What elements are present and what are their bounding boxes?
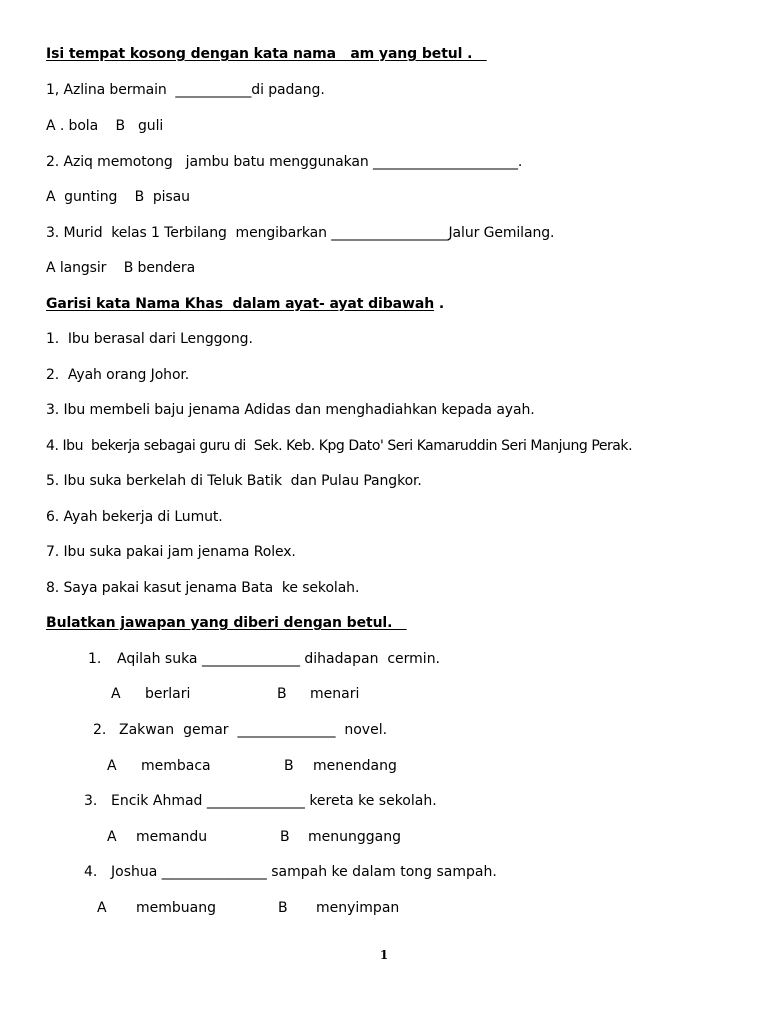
section2-item-5: 5. Ibu suka berkelah di Teluk Batik dan Pulau Pangkor. xyxy=(46,473,422,489)
section3-item-1-number: 1. xyxy=(88,651,102,667)
section3-item-3-question: Encik Ahmad ______________ kereta ke sekolah. xyxy=(111,793,437,809)
section3-item-1-option-b: menari xyxy=(310,686,360,702)
section3-item-3-option-b-letter: B xyxy=(280,829,290,845)
section3-item-4-question: Joshua _______________ sampah ke dalam tong sampah. xyxy=(111,864,497,880)
section3-item-3-option-a-letter: A xyxy=(107,829,117,845)
section1-heading: Isi tempat kosong dengan kata nama am yang betul . xyxy=(46,46,487,62)
section3-item-4-option-a: membuang xyxy=(136,900,216,916)
section1-question-3: 3. Murid kelas 1 Terbilang mengibarkan _________________Jalur Gemilang. xyxy=(46,225,555,241)
section3-item-4-option-b-letter: B xyxy=(278,900,288,916)
section2-heading-line xyxy=(46,295,444,313)
section3-item-3-option-a: memandu xyxy=(136,829,208,845)
section3-item-3-number: 3. xyxy=(84,793,98,809)
section2-item-4: 4. Ibu bekerja sebagai guru di Sek. Keb. Kpg Dato' Seri Kamaruddin Seri Manjung Perak. xyxy=(46,438,633,454)
section3-item-4-option-b: menyimpan xyxy=(316,900,400,916)
section2-item-7: 7. Ibu suka pakai jam jenama Rolex. xyxy=(46,544,296,560)
page-number: 1 xyxy=(379,948,389,962)
section3-item-2-option-b: menendang xyxy=(313,758,397,774)
section3-item-2-option-a: membaca xyxy=(141,758,211,774)
section1-options-3: A langsir B bendera xyxy=(46,260,196,276)
section3-item-2-option-b-letter: B xyxy=(284,758,294,774)
section1-question-1: 1, Azlina bermain ___________di padang. xyxy=(46,82,325,98)
section3-item-1-option-a-letter: A xyxy=(111,686,121,702)
section3-item-1-question: Aqilah suka ______________ dihadapan cermin. xyxy=(117,651,441,667)
section2-item-2: 2. Ayah orang Johor. xyxy=(46,367,190,383)
section3-item-2-option-a-letter: A xyxy=(107,758,117,774)
section3-item-1-option-a: berlari xyxy=(145,686,191,702)
section1-options-2: A gunting B pisau xyxy=(46,189,190,205)
section2-item-3: 3. Ibu membeli baju jenama Adidas dan menghadiahkan kepada ayah. xyxy=(46,402,535,418)
section2-item-1: 1. Ibu berasal dari Lenggong. xyxy=(46,331,253,347)
section3-item-4-option-a-letter: A xyxy=(97,900,107,916)
section3-item-3-option-b: menunggang xyxy=(308,829,401,845)
section3-heading: Bulatkan jawapan yang diberi dengan betul. xyxy=(46,615,407,631)
section3-item-4-number: 4. xyxy=(84,864,98,880)
section2-item-8: 8. Saya pakai kasut jenama Bata ke sekolah. xyxy=(46,580,360,596)
section2-heading-tail: . xyxy=(434,296,445,312)
section3-item-1-option-b-letter: B xyxy=(277,686,287,702)
section3-item-2-question: Zakwan gemar ______________ novel. xyxy=(119,722,388,738)
section1-options-1: A . bola B guli xyxy=(46,118,164,134)
section2-item-6: 6. Ayah bekerja di Lumut. xyxy=(46,509,223,525)
section2-heading: Garisi kata Nama Khas dalam ayat- ayat dibawah xyxy=(46,296,435,312)
section3-item-2-number: 2. xyxy=(93,722,107,738)
section1-question-2: 2. Aziq memotong jambu batu menggunakan _____________________. xyxy=(46,154,523,170)
